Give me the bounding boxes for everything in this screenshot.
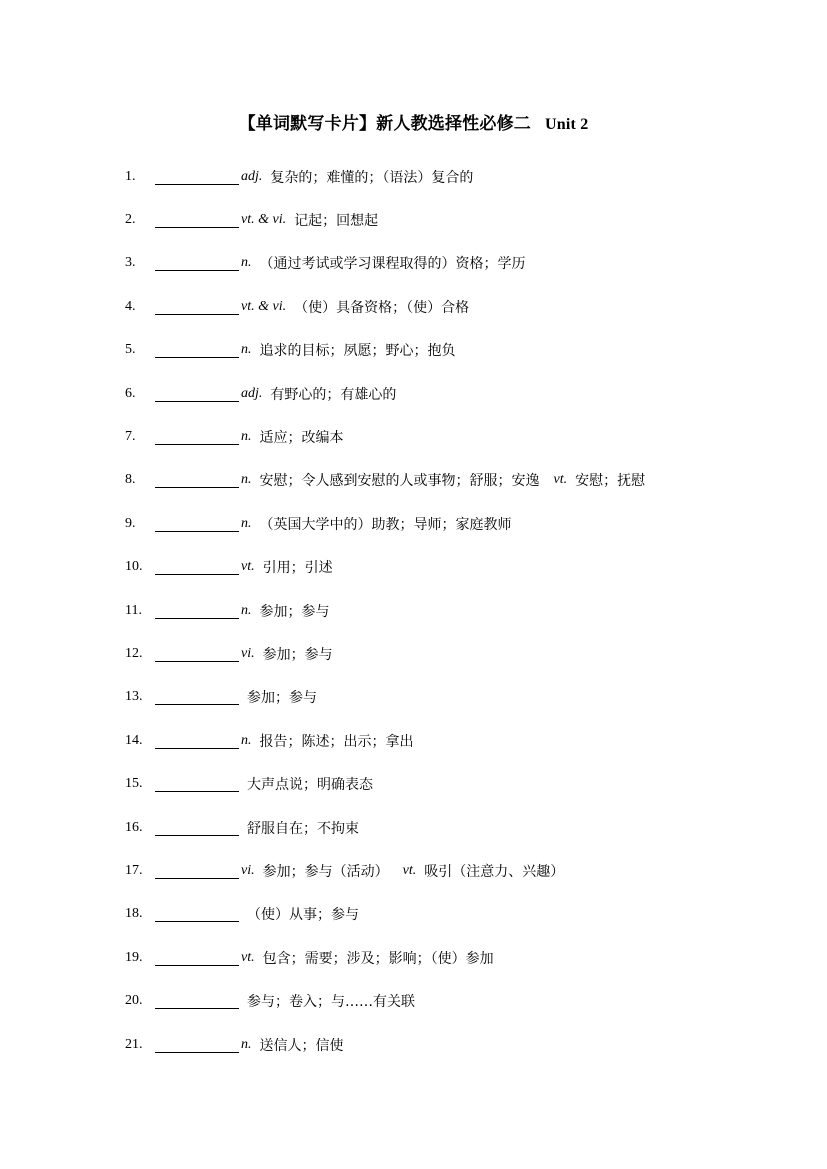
vocab-row bbox=[125, 849, 815, 892]
answer-blank[interactable] bbox=[155, 906, 239, 922]
answer-blank[interactable] bbox=[155, 689, 239, 705]
part-of-speech: n. bbox=[241, 732, 252, 748]
meaning-text: 舒服自在；不拘束 bbox=[247, 820, 359, 837]
part-of-speech: vt. & vi. bbox=[241, 212, 287, 228]
item-number: 5. bbox=[125, 342, 136, 358]
vocab-row bbox=[125, 1023, 815, 1066]
meaning-text: 包含；需要；涉及；影响；（使）参加 bbox=[262, 950, 494, 967]
part-of-speech: adj. bbox=[241, 385, 263, 401]
part-of-speech: vt. bbox=[241, 949, 255, 965]
answer-blank[interactable] bbox=[155, 776, 239, 792]
item-number: 14. bbox=[125, 732, 143, 748]
vocab-row bbox=[125, 459, 815, 502]
answer-blank[interactable] bbox=[155, 516, 239, 532]
vocab-row bbox=[125, 242, 815, 285]
vocab-row bbox=[125, 329, 815, 372]
item-number: 11. bbox=[125, 602, 142, 618]
item-number: 17. bbox=[125, 862, 143, 878]
part-of-speech: n. bbox=[241, 472, 252, 488]
answer-blank[interactable] bbox=[155, 863, 239, 879]
vocab-row bbox=[125, 155, 815, 198]
meaning-text: 送信人；信使 bbox=[259, 1037, 344, 1054]
answer-blank[interactable] bbox=[155, 603, 239, 619]
item-number: 10. bbox=[125, 559, 143, 575]
answer-blank[interactable] bbox=[155, 559, 239, 575]
vocab-row bbox=[125, 979, 815, 1022]
item-number: 16. bbox=[125, 819, 143, 835]
item-number: 3. bbox=[125, 255, 136, 271]
item-number: 9. bbox=[125, 515, 136, 531]
item-number: 18. bbox=[125, 906, 143, 922]
meaning-text: （使）从事；参与 bbox=[247, 907, 359, 924]
item-number: 8. bbox=[125, 472, 136, 488]
item-number: 20. bbox=[125, 993, 143, 1009]
item-number: 6. bbox=[125, 385, 136, 401]
vocab-row bbox=[125, 893, 815, 936]
answer-blank[interactable] bbox=[155, 212, 239, 228]
item-number: 15. bbox=[125, 776, 143, 792]
meaning-text: 参加；参与（活动） bbox=[262, 863, 389, 880]
vocab-row bbox=[125, 719, 815, 762]
vocab-row bbox=[125, 546, 815, 589]
vocab-row bbox=[125, 632, 815, 675]
meaning-text: 参加；参与 bbox=[259, 603, 330, 620]
meaning-text-secondary: 安慰；抚慰 bbox=[575, 473, 646, 490]
meaning-text: （英国大学中的）助教；导师；家庭教师 bbox=[259, 516, 512, 533]
answer-blank[interactable] bbox=[155, 1037, 239, 1053]
meaning-text: 参加；参与 bbox=[247, 690, 317, 707]
meaning-text: （使）具备资格；（使）合格 bbox=[294, 299, 470, 316]
meaning-text: 参与；卷入；与……有关联 bbox=[247, 994, 415, 1011]
meaning-text: 复杂的；难懂的；（语法）复合的 bbox=[270, 169, 474, 186]
answer-blank[interactable] bbox=[155, 299, 239, 315]
part-of-speech-secondary: vt. bbox=[553, 472, 568, 488]
vocab-row bbox=[125, 198, 815, 241]
part-of-speech: n. bbox=[241, 1036, 252, 1052]
answer-blank[interactable] bbox=[155, 993, 239, 1009]
vocab-row bbox=[125, 285, 815, 328]
vocab-row bbox=[125, 372, 815, 415]
part-of-speech: vt. bbox=[241, 559, 255, 575]
part-of-speech: n. bbox=[241, 342, 252, 358]
meaning-text: 有野心的；有雄心的 bbox=[270, 386, 397, 403]
meaning-text: 安慰；令人感到安慰的人或事物；舒服；安逸 bbox=[259, 473, 540, 490]
vocab-row bbox=[125, 936, 815, 979]
meaning-text: 记起；回想起 bbox=[294, 213, 379, 230]
vocab-row bbox=[125, 502, 815, 545]
item-number: 7. bbox=[125, 429, 136, 445]
meaning-text: 适应；改编本 bbox=[259, 430, 344, 447]
part-of-speech: n. bbox=[241, 602, 252, 618]
page-title bbox=[0, 112, 827, 137]
answer-blank[interactable] bbox=[155, 342, 239, 358]
title-unit: Unit 2 bbox=[544, 116, 589, 133]
meaning-text-secondary: 吸引（注意力、兴趣） bbox=[424, 863, 565, 880]
part-of-speech: n. bbox=[241, 515, 252, 531]
part-of-speech: adj. bbox=[241, 168, 263, 184]
vocab-row bbox=[125, 762, 815, 805]
part-of-speech: vi. bbox=[241, 645, 255, 661]
item-number: 21. bbox=[125, 1036, 143, 1052]
answer-blank[interactable] bbox=[155, 950, 239, 966]
title-main: 【单词默写卡片】新人教选择性必修二 bbox=[238, 114, 531, 134]
vocabulary-list bbox=[125, 155, 815, 1066]
answer-blank[interactable] bbox=[155, 386, 239, 402]
item-number: 13. bbox=[125, 689, 143, 705]
meaning-text: 引用；引述 bbox=[262, 560, 333, 577]
meaning-text: 参加；参与 bbox=[262, 646, 333, 663]
answer-blank[interactable] bbox=[155, 169, 239, 185]
answer-blank[interactable] bbox=[155, 820, 239, 836]
vocab-row bbox=[125, 589, 815, 632]
meaning-text: 大声点说；明确表态 bbox=[247, 777, 373, 794]
vocab-row bbox=[125, 415, 815, 458]
part-of-speech: n. bbox=[241, 255, 252, 271]
answer-blank[interactable] bbox=[155, 429, 239, 445]
item-number: 1. bbox=[125, 168, 136, 184]
item-number: 2. bbox=[125, 212, 136, 228]
vocab-row bbox=[125, 806, 815, 849]
part-of-speech-secondary: vt. bbox=[402, 862, 417, 878]
answer-blank[interactable] bbox=[155, 646, 239, 662]
item-number: 19. bbox=[125, 949, 143, 965]
meaning-text: 报告；陈述；出示；拿出 bbox=[259, 733, 414, 750]
part-of-speech: vi. bbox=[241, 862, 255, 878]
part-of-speech: n. bbox=[241, 429, 252, 445]
answer-blank[interactable] bbox=[155, 255, 239, 271]
part-of-speech: vt. & vi. bbox=[241, 298, 287, 314]
vocab-row bbox=[125, 676, 815, 719]
answer-blank[interactable] bbox=[155, 733, 239, 749]
item-number: 12. bbox=[125, 645, 143, 661]
item-number: 4. bbox=[125, 298, 136, 314]
answer-blank[interactable] bbox=[155, 472, 239, 488]
meaning-text: （通过考试或学习课程取得的）资格；学历 bbox=[259, 256, 526, 273]
meaning-text: 追求的目标；夙愿；野心；抱负 bbox=[259, 343, 456, 360]
